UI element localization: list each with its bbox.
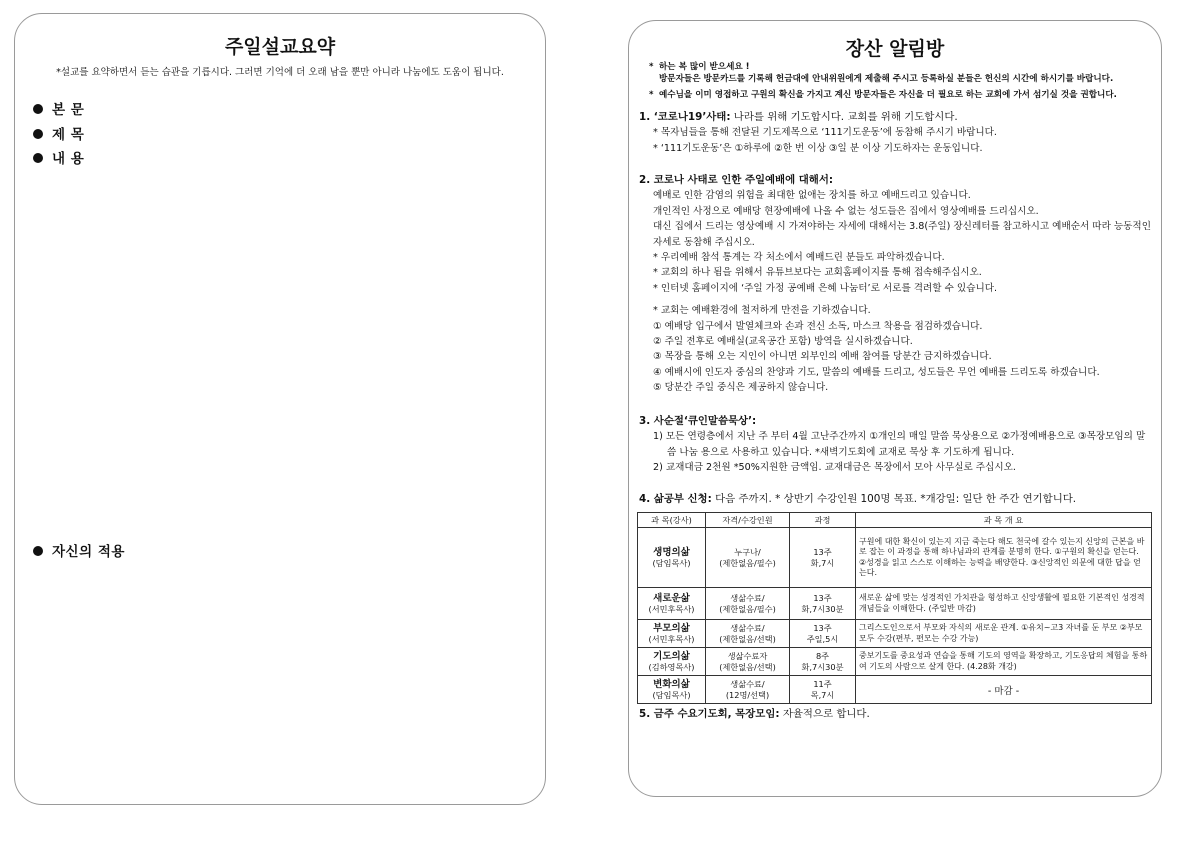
table-header-row: 과 목(강사) 자격/수강인원 과정 과 목 개 요 (638, 513, 1152, 528)
sermon-summary-title: 주일설교요약 (224, 36, 336, 58)
star-icon: * (649, 62, 654, 72)
bullet-dot-icon (33, 129, 43, 139)
sermon-summary-panel (14, 13, 546, 805)
course-table (637, 512, 1152, 704)
bullet-application: 자신의 적용 (33, 540, 125, 560)
bullet-dot-icon (33, 546, 43, 556)
bullet-content: 내 용 (33, 147, 84, 167)
sermon-summary-note: *설교를 요약하면서 듣는 습관을 기릅시다. 그러면 기억에 더 오래 남을 뿐만 아니라 나눔에도 도움이 됩니다. (56, 67, 504, 78)
announcements-title: 장산 알림방 (845, 38, 945, 60)
star-icon: * (649, 90, 654, 100)
bullet-title: 제 목 (33, 123, 84, 143)
table-row: 기도의삶 (김하영목사) 생삶수료자 (제한없음/선택) 8주 화,7시30분 중보기도를 중요성과 연습을 통해 기도의 영역을 확장하고, 기도응답의 체험을 통하여 기도의 사람으로 살게 한다. (4.28화 개강) (638, 648, 1152, 676)
bullet-scripture: 본 문 (33, 98, 84, 118)
bullet-dot-icon (33, 153, 43, 163)
section-life-study: 4. 삶공부 신청: 다음 주까지. * 상반기 수강인원 100명 목표. *개강일: 일단 한 주간 연기합니다. (639, 493, 1077, 505)
bullet-dot-icon (33, 104, 43, 114)
table-row: 새로운삶 (서민후목사) 생삶수료/ (제한없음/필수) 13주 화,7시30분 새로운 삶에 맞는 성경적인 가치관을 형성하고 신앙생활에 필요한 기본적인 성경적 개념들을 이해한다. (주일반 마감) (638, 588, 1152, 620)
table-row: 부모의삶 (서민후목사) 생삶수료/ (제한없음/선택) 13주 주일,5시 그리스도인으로서 부모와 자식의 새로운 관계. ①유치~고3 자녀를 둔 부모 ②부모 모두 수강(편부, 편모는 수강 가능) (638, 620, 1152, 648)
notice-block: * 하는 복 많이 받으세요 ! 방문자들은 방문카드를 기록해 헌금대에 안내위원에게 제출해 주시고 등록하실 분들은 헌신의 시간에 하시기를 바랍니다. * 예수님을 이미 영접하고 구원의 확신을 가지고 계신 방문자들은 자신을 더 필요로 하는 교회에 가서 섬기실 것을 권합니다. (649, 62, 1117, 100)
section-lent: 3. 사순절‘큐인말씀묵상’: 1) 모든 연령층에서 지난 주 부터 4월 고난주간까지 ①개인의 매일 말씀 묵상용으로 ②가정예배용으로 ③목장모임의 말씀 나눔 용으로 사용하고 있습니다. *새벽기도회에 교재로 묵상 후 기도하게 됩니다. 2) 교재대금 2천원 *50%지원한 금액임. 교재대금은 목장에서 모아 사무실로 주십시오. (639, 415, 1146, 474)
table-row: 생명의삶 (담임목사) 누구나/ (제한없음/필수) 13주 화,7시 구원에 대한 확신이 있는지 지금 죽는다 해도 천국에 갈수 있는지 신앙의 근본을 바로 잡는 이 과정을 통해 하나님과의 관계를 분명히 한다. ①구원의 확신을 얻는다. ②성경을 읽고 스스로 이해하는 능력을 배양한다. ③신앙적인 의문에 대한 답을 얻는다. (638, 528, 1152, 588)
section-worship: 2. 코로나 사태로 인한 주일예배에 대해서: 예배로 인한 감염의 위험을 최대한 없애는 장치를 하고 예배드리고 있습니다. 개인적인 사정으로 예배당 현장예배에 나올 수 없는 성도들은 집에서 영상예배를 드리십시오. 대신 집에서 드리는 영상예배 시 가져야하는 자세에 대해서는 3.8(주일) 장신레터를 참고하시고 예배순서 따라 능동적인 자세로 동참해 주십시오. * 우리예배 참석 통계는 각 처소에서 예배드린 분들도 파악하겠습니다. * 교회의 하나 됨을 위해서 유튜브보다는 교회홈페이지를 통해 접속해주십시오. * 인터넷 홈페이지에 ‘주일 가정 공예배 은혜 나눔터’로 서로를 격려할 수 있습니다. * 교회는 예배환경에 철저하게 만전을 기하겠습니다. ① 예배당 입구에서 발열체크와 손과 전신 소독, 마스크 착용을 점검하겠습니다. ② 주일 전후로 예배실(교육공간 포함) 방역을 실시하겠습니다. ③ 목장을 통해 오는 지인이 아니면 외부인의 예배 참여를 당분간 금지하겠습니다. ④ 예배시에 인도자 중심의 찬양과 기도, 말씀의 예배를 드리고, 성도들은 무언 예배를 드리도록 하겠습니다. ⑤ 당분간 주일 중식은 제공하지 않습니다. (639, 174, 1151, 394)
section-wednesday: 5. 금주 수요기도회, 목장모임: 자율적으로 합니다. (639, 708, 870, 720)
table-row: 변화의삶 (담임목사) 생삶수료/ (12명/선택) 11주 목,7시 - 마감 - (638, 676, 1152, 704)
section-corona: 1. ‘코로나19’사태: 나라를 위해 기도합시다. 교회를 위해 기도합시다. * 목자님들을 통해 전달된 기도제목으로 ‘111기도운동’에 동참해 주시기 바랍니다. * ‘111기도운동’은 ①하루에 ②한 번 이상 ③일 분 이상 기도하자는 운동입니다. (639, 111, 997, 154)
announcements-panel (628, 20, 1162, 797)
